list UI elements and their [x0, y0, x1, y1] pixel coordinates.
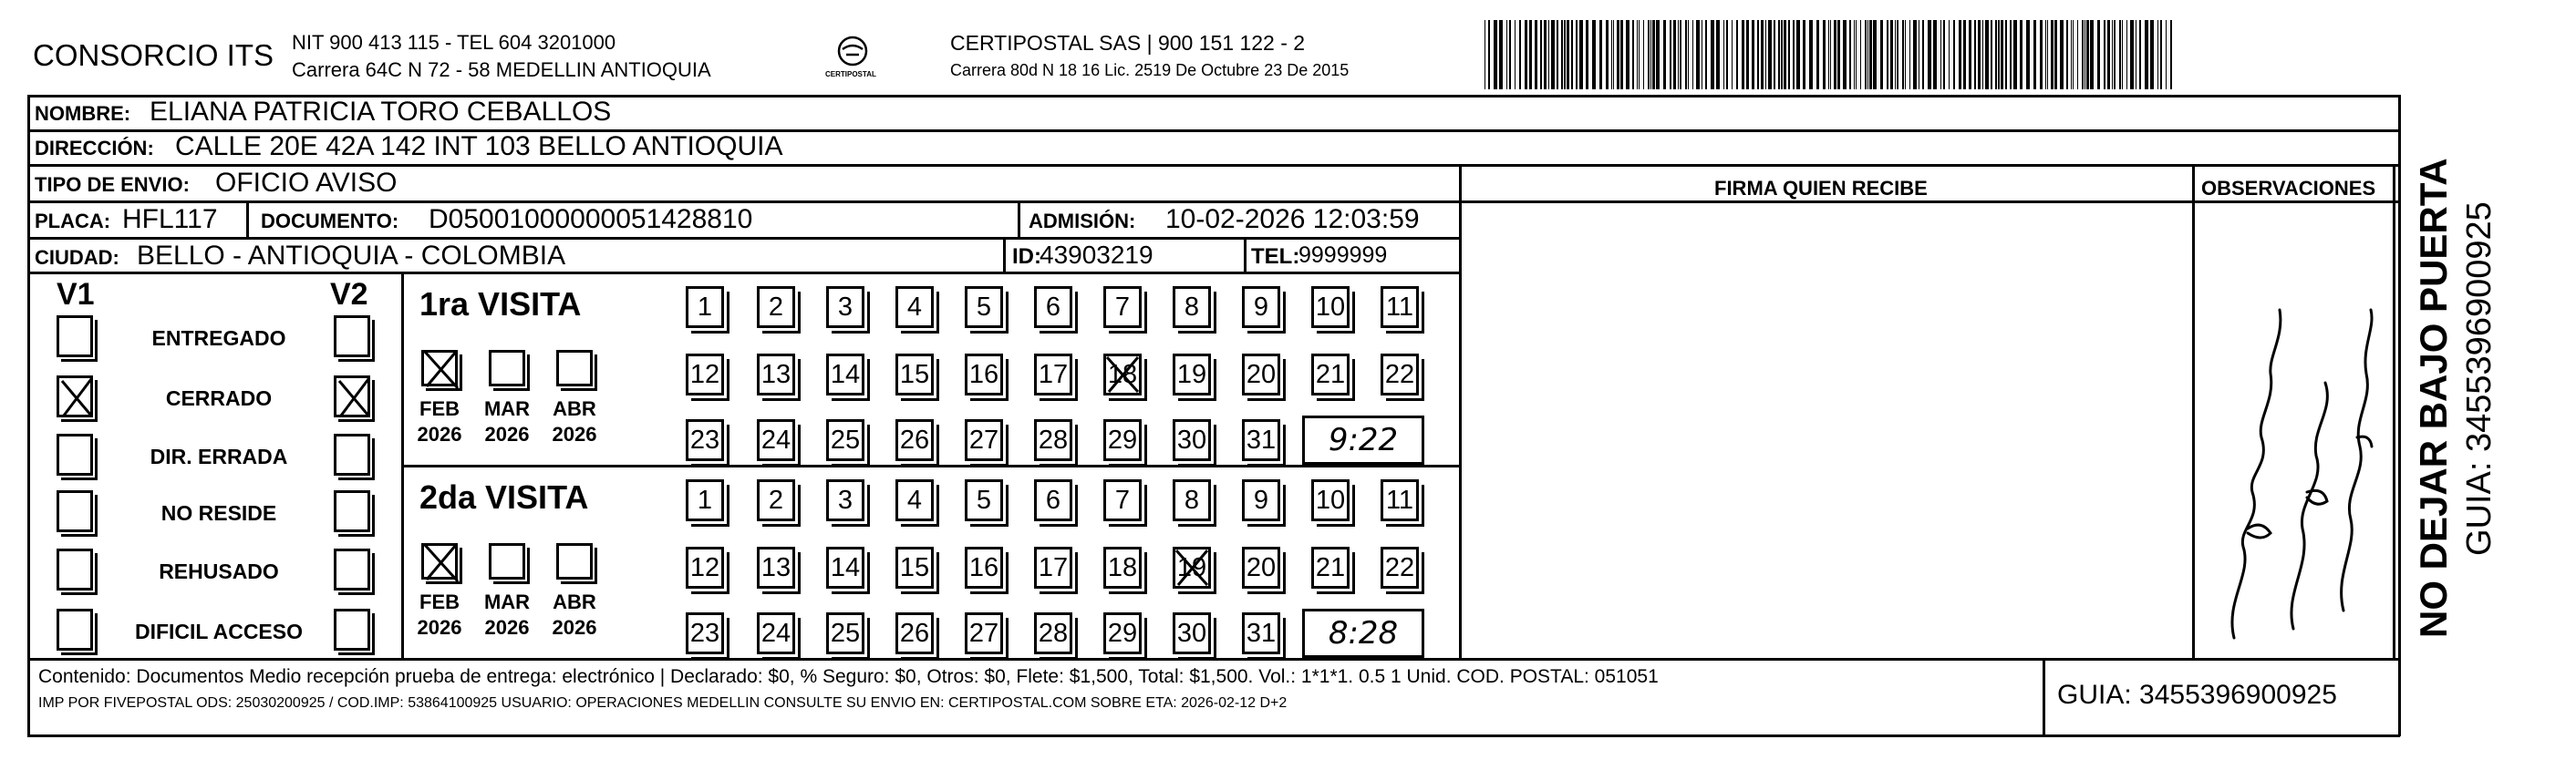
day-box[interactable]: 31: [1242, 612, 1280, 654]
month-checkbox[interactable]: [489, 543, 525, 580]
no-dejar-bajo-puerta: NO DEJAR BAJO PUERTA: [2412, 158, 2455, 638]
day-box[interactable]: 26: [895, 612, 934, 654]
month-year: 2026: [417, 616, 462, 639]
day-box[interactable]: 7: [1103, 479, 1142, 521]
month-check-icon: [421, 348, 469, 395]
documento-label: DOCUMENTO:: [261, 210, 399, 232]
month-name: FEB: [419, 397, 460, 420]
day-box[interactable]: 3: [826, 479, 864, 521]
day-box[interactable]: 17: [1034, 547, 1072, 589]
placa-label: PLACA:: [35, 210, 111, 232]
day-box[interactable]: 26: [895, 419, 934, 461]
day-box[interactable]: 4: [895, 479, 934, 521]
day-box[interactable]: 10: [1311, 286, 1350, 328]
month-year: 2026: [552, 616, 597, 639]
month-name: ABR: [553, 397, 596, 420]
v2-checkbox[interactable]: [334, 315, 370, 357]
observaciones-label: OBSERVACIONES: [2201, 177, 2376, 200]
day-box[interactable]: 16: [965, 547, 1003, 589]
tel-label: TEL:: [1251, 244, 1300, 269]
day-box[interactable]: 9: [1242, 479, 1280, 521]
day-box[interactable]: 6: [1034, 286, 1072, 328]
company-name: CONSORCIO ITS: [33, 38, 274, 72]
day-box[interactable]: 20: [1242, 547, 1280, 589]
tipo-envio-value: OFICIO AVISO: [215, 168, 398, 198]
v2-label: V2: [330, 277, 368, 312]
day-box[interactable]: 11: [1381, 286, 1419, 328]
nombre-label: NOMBRE:: [35, 102, 131, 125]
col-line: [1003, 237, 1006, 272]
month-name: FEB: [419, 591, 460, 613]
col-line: [246, 200, 249, 237]
company-address: Carrera 64C N 72 - 58 MEDELLIN ANTIOQUIA: [292, 58, 711, 81]
ciudad-value: BELLO - ANTIOQUIA - COLOMBIA: [137, 241, 566, 271]
v1-checkbox[interactable]: [57, 315, 93, 357]
day-box[interactable]: 24: [757, 419, 795, 461]
day-box[interactable]: 6: [1034, 479, 1072, 521]
placa-value: HFL117: [122, 204, 218, 234]
status-reason-label: CERRADO: [165, 386, 273, 410]
firma-label: FIRMA QUIEN RECIBE: [1714, 177, 1928, 200]
day-box[interactable]: 30: [1173, 612, 1211, 654]
month-year: 2026: [552, 423, 597, 446]
day-box[interactable]: 23: [686, 419, 724, 461]
month-year: 2026: [484, 423, 530, 446]
day-box[interactable]: 19: [1173, 354, 1211, 395]
day-box[interactable]: 10: [1311, 479, 1350, 521]
footer-imp: IMP POR FIVEPOSTAL ODS: 25030200925 / COD.IMP: 53864100925 USUARIO: OPERACIONES MEDELLIN CONSULTE SU ENVIO EN: CERTIPOSTAL.COM SOBRE ETA: 2026-02-12 D+2: [38, 695, 1288, 711]
day-box[interactable]: 5: [965, 479, 1003, 521]
company-nit-tel: NIT 900 413 115 - TEL 604 3201000: [292, 31, 616, 54]
day-box[interactable]: 20: [1242, 354, 1280, 395]
side-guia: GUIA: 3455396900925: [2460, 201, 2498, 556]
day-box[interactable]: 21: [1311, 354, 1350, 395]
day-box[interactable]: 4: [895, 286, 934, 328]
day-box[interactable]: 8: [1173, 286, 1211, 328]
v1-checkbox[interactable]: [57, 490, 93, 532]
day-box[interactable]: 15: [895, 547, 934, 589]
v2-checkbox[interactable]: [334, 434, 370, 476]
day-box[interactable]: 1: [686, 286, 724, 328]
status-reason-label: NO RESIDE: [160, 501, 277, 525]
logo-text: CERTIPOSTAL: [825, 70, 876, 78]
barcode: [1485, 20, 2178, 89]
admision-label: ADMISIÓN:: [1029, 210, 1136, 232]
visit-divider: [401, 465, 1459, 467]
direccion-value: CALLE 20E 42A 142 INT 103 BELLO ANTIOQUIA: [175, 131, 783, 161]
day-box[interactable]: 12: [686, 354, 724, 395]
month-year: 2026: [484, 616, 530, 639]
v2-checkbox[interactable]: [334, 609, 370, 651]
day-box[interactable]: 27: [965, 612, 1003, 654]
month-checkbox[interactable]: [556, 543, 593, 580]
col-line: [2043, 658, 2045, 736]
day-box[interactable]: 3: [826, 286, 864, 328]
row-line: [27, 200, 2400, 203]
status-reason-label: DIFICIL ACCESO: [134, 620, 303, 643]
day-box[interactable]: 7: [1103, 286, 1142, 328]
visit-title: 1ra VISITA: [419, 285, 582, 323]
day-box[interactable]: 18: [1103, 354, 1142, 395]
row-line: [27, 164, 2400, 167]
ciudad-label: CIUDAD:: [35, 246, 119, 269]
day-box[interactable]: 1: [686, 479, 724, 521]
status-reason-label: REHUSADO: [159, 560, 279, 583]
day-cross-icon: [1171, 545, 1215, 591]
v2-checkbox[interactable]: [334, 549, 370, 591]
day-box[interactable]: 29: [1103, 612, 1142, 654]
day-box[interactable]: 25: [826, 612, 864, 654]
v1-checkbox[interactable]: [57, 609, 93, 651]
day-box[interactable]: 22: [1381, 547, 1419, 589]
day-box[interactable]: 18: [1103, 547, 1142, 589]
day-box[interactable]: 15: [895, 354, 934, 395]
v2-checkbox[interactable]: [334, 490, 370, 532]
documento-value: D05001000000051428810: [429, 204, 753, 234]
row-line: [27, 272, 1461, 274]
status-reason-label: DIR. ERRADA: [150, 445, 288, 468]
day-box[interactable]: 2: [757, 479, 795, 521]
direccion-label: DIRECCIÓN:: [35, 137, 154, 159]
day-box[interactable]: 21: [1311, 547, 1350, 589]
visit-time: 9:22: [1302, 416, 1424, 465]
v1-checkbox[interactable]: [57, 434, 93, 476]
admision-value: 10-02-2026 12:03:59: [1165, 204, 1420, 234]
col-line: [1018, 200, 1020, 237]
id-value: 43903219: [1040, 241, 1154, 269]
month-check-icon: [421, 541, 469, 589]
check-mark-icon: [334, 374, 376, 421]
carrier-line2: Carrera 80d N 18 16 Lic. 2519 De Octubre 23 De 2015: [950, 61, 1350, 79]
day-box[interactable]: 2: [757, 286, 795, 328]
month-year: 2026: [417, 423, 462, 446]
check-mark-icon: [57, 374, 98, 421]
day-box[interactable]: 9: [1242, 286, 1280, 328]
nombre-value: ELIANA PATRICIA TORO CEBALLOS: [150, 97, 612, 127]
month-checkbox[interactable]: [556, 350, 593, 386]
day-box[interactable]: 24: [757, 612, 795, 654]
day-box[interactable]: 12: [686, 547, 724, 589]
day-box[interactable]: 31: [1242, 419, 1280, 461]
footer-contenido: Contenido: Documentos Medio recepción prueba de entrega: electrónico | Declarado: $0, % Seguro: $0, Otros: $0, Flete: $1,500, Total: $1,500. Vol.: 1*1*1. 0.5 1 Unid. COD. POSTAL: 051051: [38, 666, 1659, 687]
month-name: MAR: [483, 397, 531, 420]
day-box[interactable]: 29: [1103, 419, 1142, 461]
tel-value: 9999999: [1298, 242, 1388, 268]
day-box[interactable]: 5: [965, 286, 1003, 328]
col-line: [1459, 164, 1462, 660]
col-line: [2192, 164, 2195, 660]
footer-guia: GUIA: 3455396900925: [2057, 680, 2337, 710]
handwritten-observations: [2198, 255, 2389, 656]
month-name: ABR: [553, 591, 596, 613]
frame-left: [27, 95, 30, 736]
id-label: ID:: [1012, 244, 1041, 269]
day-box[interactable]: 28: [1034, 612, 1072, 654]
day-box[interactable]: 19: [1173, 547, 1211, 589]
day-box[interactable]: 25: [826, 419, 864, 461]
day-box[interactable]: 28: [1034, 419, 1072, 461]
day-box[interactable]: 30: [1173, 419, 1211, 461]
carrier-line1: CERTIPOSTAL SAS | 900 151 122 - 2: [950, 31, 1306, 55]
certipostal-logo: [821, 33, 885, 86]
day-cross-icon: [1102, 352, 1145, 397]
day-box[interactable]: 23: [686, 612, 724, 654]
visit-time: 8:28: [1302, 609, 1424, 658]
v1-label: V1: [57, 277, 95, 312]
tipo-envio-label: TIPO DE ENVIO:: [35, 173, 190, 196]
visit-title: 2da VISITA: [419, 478, 589, 516]
col-line: [1244, 237, 1247, 272]
frame-right: [2398, 95, 2401, 736]
day-box[interactable]: 14: [826, 547, 864, 589]
month-name: MAR: [483, 591, 531, 613]
col-line: [2393, 164, 2395, 660]
day-box[interactable]: 11: [1381, 479, 1419, 521]
day-box[interactable]: 8: [1173, 479, 1211, 521]
day-box[interactable]: 13: [757, 354, 795, 395]
day-box[interactable]: 16: [965, 354, 1003, 395]
day-box[interactable]: 27: [965, 419, 1003, 461]
v1-checkbox[interactable]: [57, 549, 93, 591]
status-reason-label: ENTREGADO: [151, 326, 286, 350]
day-box[interactable]: 14: [826, 354, 864, 395]
month-checkbox[interactable]: [489, 350, 525, 386]
day-box[interactable]: 13: [757, 547, 795, 589]
day-box[interactable]: 22: [1381, 354, 1419, 395]
day-box[interactable]: 17: [1034, 354, 1072, 395]
